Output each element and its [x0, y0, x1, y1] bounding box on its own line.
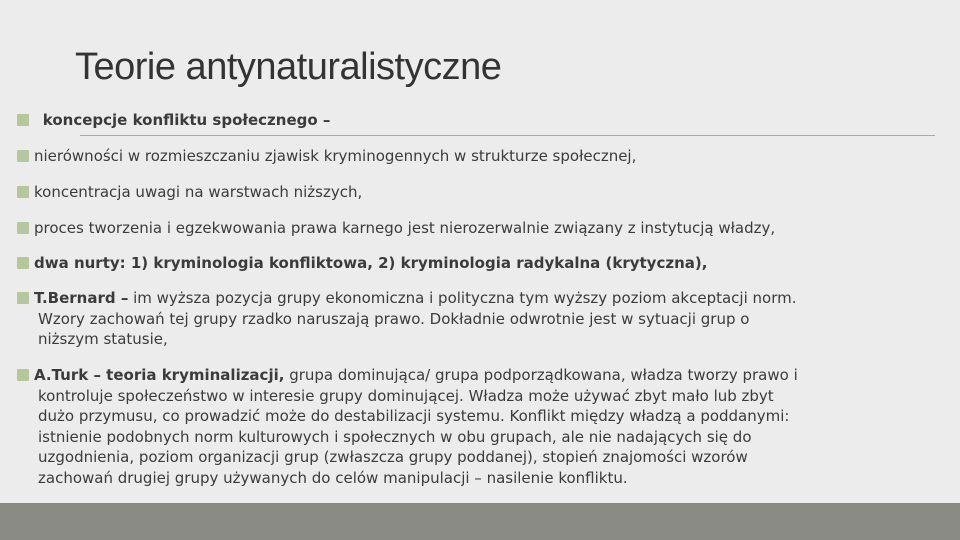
bullet-item [17, 146, 636, 167]
bullet-bold-text: A.Turk – teoria kryminalizacji, [34, 366, 285, 384]
bullet-bold-text: dwa nurty: 1) kryminologia konfliktowa, 2) kryminologia radykalna (krytyczna), [34, 254, 708, 272]
footer-bar [0, 503, 960, 540]
square-bullet-icon [17, 369, 29, 381]
bullet-continuation: dużo przymusu, co prowadzić może do destabilizacji systemu. Konflikt między władzą a poddanymi: [38, 407, 790, 425]
bullet-item [17, 182, 362, 203]
bullet-continuation: uzgodnienia, poziom organizacji grup (zwłaszcza grupy poddanej), stopień znajomości wzorów [38, 448, 748, 466]
bullet-continuation: kontroluje społeczeństwo w interesie grupy dominującej. Władza może używać zbyt mało lub zbyt [38, 386, 774, 405]
bullet-bold-text: T.Bernard – [34, 289, 129, 307]
square-bullet-icon [17, 150, 29, 162]
square-bullet-icon [17, 186, 29, 198]
bullet-text: koncentracja uwagi na warstwach niższych, [34, 183, 363, 201]
bullet-item [17, 253, 707, 274]
slide-title: Teorie antynaturalistyczne [75, 46, 502, 88]
square-bullet-icon [17, 222, 29, 234]
bullet-item [17, 218, 775, 239]
square-bullet-icon [17, 292, 29, 304]
bullet-text: proces tworzenia i egzekwowania prawa karnego jest nierozerwalnie związany z instytucją władzy, [34, 219, 776, 237]
square-bullet-icon [17, 114, 29, 126]
bullet-continuation: niższym statusie, [38, 330, 168, 348]
bullet-continuation: Wzory zachowań tej grupy rzadko naruszają prawo. Dokładnie odwrotnie jest w sytuacji grup o [38, 309, 750, 328]
bullet-item [17, 365, 798, 488]
bullet-text: nierówności w rozmieszczaniu zjawisk kryminogennych w strukturze społecznej, [34, 147, 637, 165]
bullet-text: im wyższa pozycja grupy ekonomiczna i polityczna tym wyższy poziom akceptacji norm. [133, 289, 797, 307]
square-bullet-icon [17, 257, 29, 269]
bullet-continuation: zachowań drugiej grupy używanych do celów manipulacji – nasilenie konfliktu. [38, 468, 628, 487]
bullet-item [17, 110, 330, 131]
bullet-bold-text: koncepcje konfliktu społecznego – [42, 111, 331, 129]
bullet-text: grupa dominująca/ grupa podporządkowana, władza tworzy prawo i [289, 366, 798, 384]
bullet-item [17, 288, 797, 350]
title-divider [80, 135, 935, 136]
bullet-continuation: istnienie podobnych norm kulturowych i społecznych w obu grupach, ale nie nadających się do [38, 427, 752, 446]
